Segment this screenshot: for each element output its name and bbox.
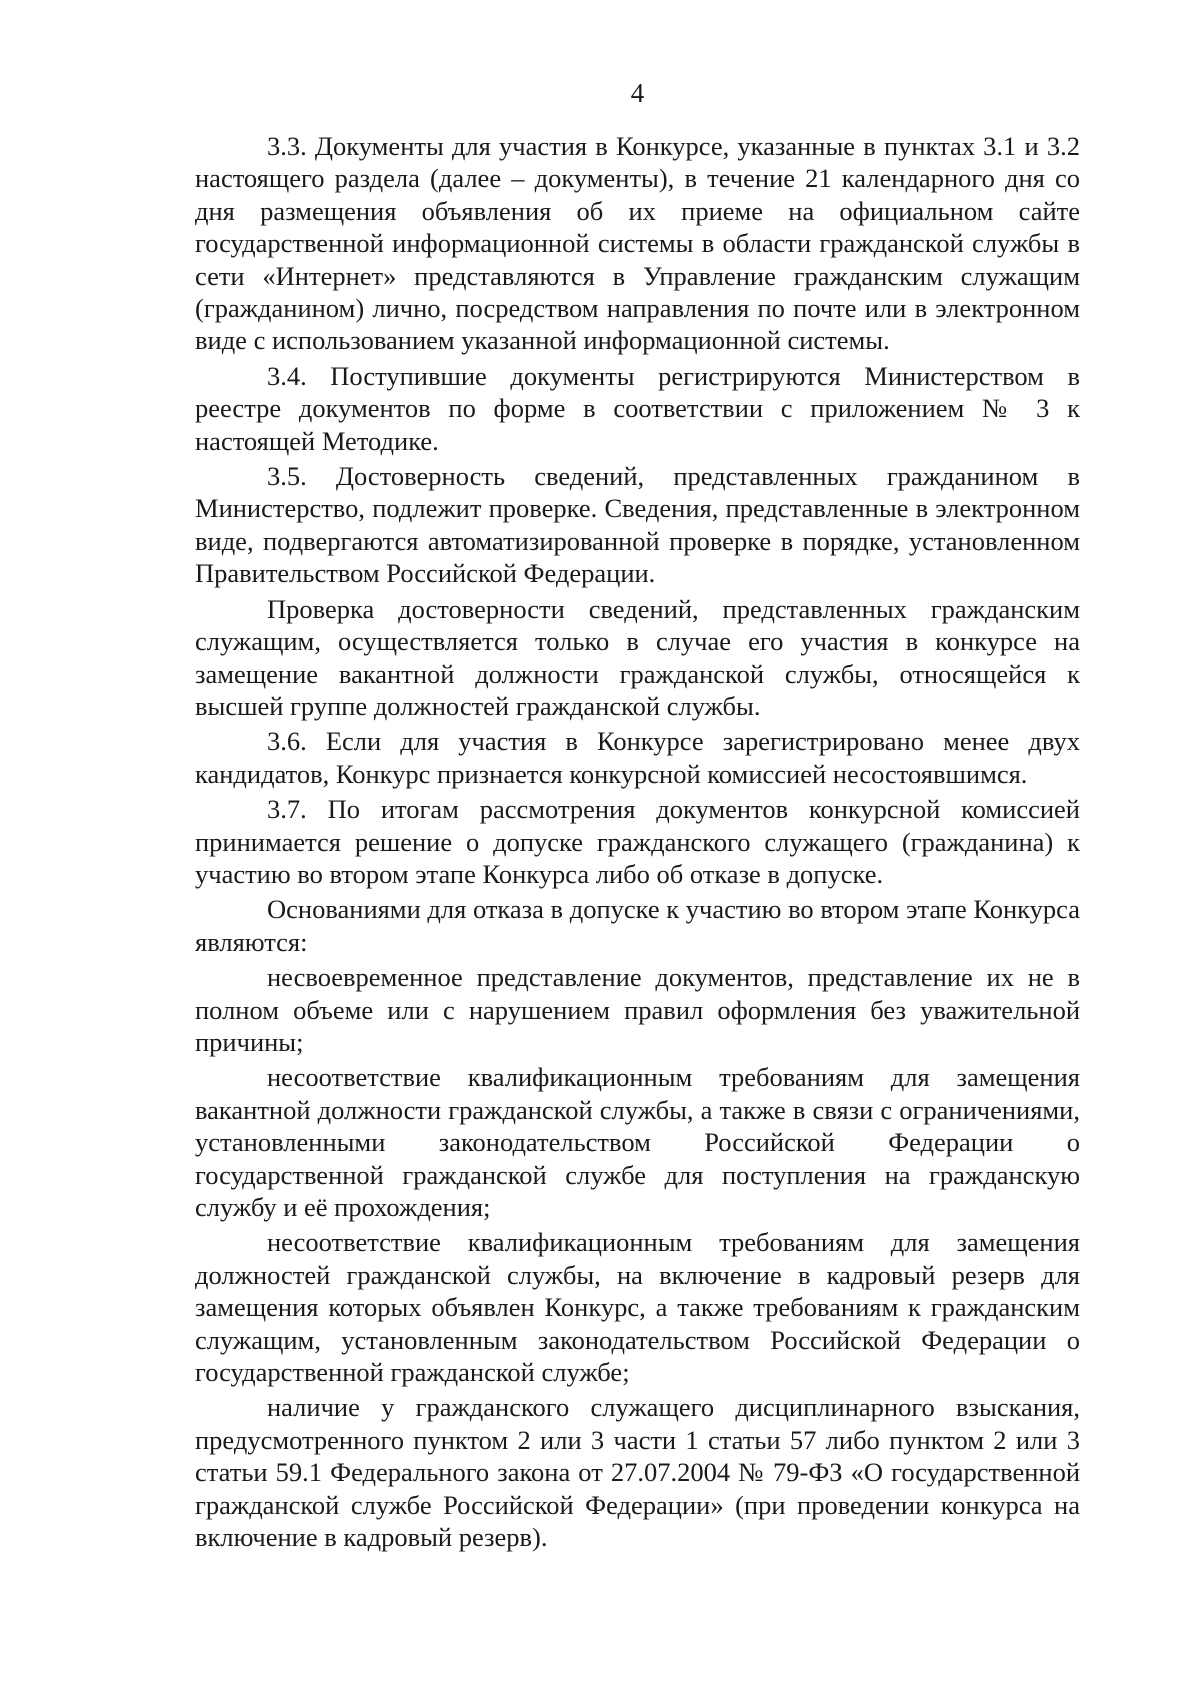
list-item-qualification-vacancy: несоответствие квалификационным требованиям для замещения вакантной должности гражданской службы, а также в связи с ограничениями, установленными законодательством Российской Федерации о государственной гражданской службе для поступления на гражданскую службу и её прохождения; <box>195 1062 1080 1222</box>
paragraph-3-5: 3.5. Достоверность сведений, представленных гражданином в Министерство, подлежит проверке. Сведения, представленные в электронном виде, подвергаются автоматизированной проверке в порядке, установленном Правительством Российской Федерации. <box>195 461 1080 589</box>
list-item-late-documents: несвоевременное представление документов, представление их не в полном объеме или с нарушением правил оформления без уважительной причины; <box>195 962 1080 1057</box>
page-number: 4 <box>630 78 645 108</box>
paragraph-verification: Проверка достоверности сведений, представленных гражданским служащим, осуществляется только в случае его участия в конкурсе на замещение вакантной должности гражданской службы, относящейся к высшей группе должностей гражданской службы. <box>195 593 1080 721</box>
paragraph-3-3: 3.3. Документы для участия в Конкурсе, указанные в пунктах 3.1 и 3.2 настоящего раздела (далее – документы), в течение 21 календарного дня со дня размещения объявления об их приеме на официальном сайте государственной информационной системы в области гражданской службы в сети «Интернет» представляются в Управление гражданским служащим (гражданином) лично, посредством направления по почте или в электронном виде с использованием указанной информационной системы. <box>195 131 1080 356</box>
list-item-qualification-reserve: несоответствие квалификационным требованиям для замещения должностей гражданской службы, на включение в кадровый резерв для замещения которых объявлен Конкурс, а также требованиям к гражданским служащим, установленным законодательством Российской Федерации о государственной гражданской службе; <box>195 1227 1080 1388</box>
paragraph-3-7: 3.7. По итогам рассмотрения документов конкурсной комиссией принимается решение о допуске гражданского служащего (гражданина) к участию во втором этапе Конкурса либо об отказе в допуске. <box>195 794 1080 889</box>
paragraph-refusal-grounds: Основаниями для отказа в допуске к участию во втором этапе Конкурса являются: <box>195 894 1080 957</box>
paragraph-3-4: 3.4. Поступившие документы регистрируются Министерством в реестре документов по форме в соответствии с приложением № 3 к настоящей Методике. <box>195 360 1080 456</box>
list-item-disciplinary: наличие у гражданского служащего дисциплинарного взыскания, предусмотренного пунктом 2 или 3 части 1 статьи 57 либо пунктом 2 или 3 статьи 59.1 Федерального закона от 27.07.2004 № 79-ФЗ «О государственной гражданской службе Российской Федерации» (при проведении конкурса на включение в кадровый резерв). <box>195 1392 1080 1553</box>
paragraph-3-6: 3.6. Если для участия в Конкурсе зарегистрировано менее двух кандидатов, Конкурс признается конкурсной комиссией несостоявшимся. <box>195 726 1080 789</box>
